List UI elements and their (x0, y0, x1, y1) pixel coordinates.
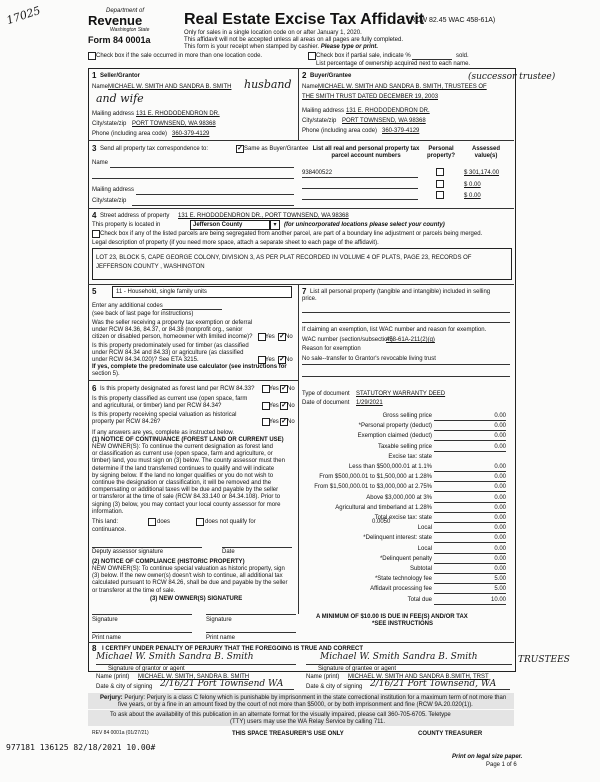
continuance-label: continuance. (92, 527, 127, 533)
s4-number: 4 (92, 211, 97, 220)
s1-name-label: Name (92, 84, 109, 90)
new-owner-sig-1: Signature (92, 617, 118, 623)
notice-line: continue the designation or classification, it will be removed and the (92, 480, 272, 486)
parcel-acct-1[interactable]: 938400522 (302, 170, 333, 176)
hand-grantor-signature: Michael W. Smith Sandra B. Smith (96, 652, 254, 662)
county-value: Jefferson County (193, 222, 243, 228)
s2-number: 2 (302, 71, 307, 80)
doc-date-label: Date of document (302, 400, 350, 406)
notice-line: calculated pursuant to RCW 84.26, shall be due and payable by the seller (92, 580, 288, 587)
s1-phone[interactable]: 360-379-4129 (172, 131, 210, 137)
legal-desc-label: Legal description of property (if you need more space, attach a separate sheet to each page of the affidavit). (92, 240, 379, 246)
tax-row-value[interactable]: 0.00 (494, 433, 506, 439)
form-number: Form 84 0001a (88, 35, 151, 45)
s4-street-label: Street address of property (100, 213, 170, 219)
hand-grantor-date: 2/16/21 Port Townsend WA (160, 679, 284, 689)
land-does-label: does (157, 519, 171, 525)
segregated-checkbox[interactable] (92, 230, 100, 238)
local-rate: 0.0050 (372, 519, 391, 525)
s2-city[interactable]: PORT TOWNSEND, WA 98368 (342, 118, 426, 124)
s2-name2[interactable]: THE SMITH TRUST DATED DECEMBER 19, 2003 (302, 94, 439, 100)
tax-row-label: *Personal property (deduct) (358, 423, 432, 429)
grantor-print-label: Name (print) (96, 674, 130, 680)
doc-type-label: Type of document (302, 391, 350, 397)
notice-line: information. (92, 508, 124, 515)
wac-number[interactable]: 458-61A-211(2)(g) (386, 337, 435, 343)
percentage-note: List percentage of ownership acquired next to each name. (316, 61, 471, 67)
s6-q1-yes-label: Yes (269, 386, 279, 392)
s1-hand-husband: husband (244, 78, 292, 91)
s5-q2a: Is this property predominately used for timber (as classified (92, 343, 249, 349)
this-land-label: This land: (92, 519, 119, 525)
tax-row-label: Excise tax: state (388, 454, 432, 460)
tax-row-label: *State technology fee (374, 576, 432, 582)
perjury-line1: Perjury: Perjury: Perjury is a class C felony which is punishable by imprisonment in the state correctional institution for a maximum term of not more than (100, 695, 507, 701)
s1-mail-label: Mailing address (92, 111, 135, 117)
s6-q3-no-label: No (287, 419, 295, 425)
s5-q2d: If yes, complete the predominate use calculator (see instructions for (92, 364, 287, 370)
tax-row-value[interactable]: 0.00 (494, 484, 506, 490)
s2-phone[interactable]: 360-379-4129 (382, 128, 420, 134)
notice-line: compensating or additional taxes will be due and payable by the seller (92, 487, 279, 494)
s6-q2-yes-label: Yes (269, 403, 279, 409)
personal-property-checkbox-3[interactable] (436, 191, 444, 199)
tax-row-label: Taxable selling price (377, 444, 432, 450)
notice-line: determine if the land transferred continues to qualify and will indicate (92, 465, 275, 472)
s1-city-label: City/state/zip (92, 121, 127, 127)
legal-description-box[interactable] (92, 248, 512, 280)
wac-label: WAC number (section/subsection) (302, 337, 393, 343)
tax-row-value[interactable]: 0.00 (494, 566, 506, 572)
s2-name-label: Name (302, 84, 319, 90)
grantee-sig-label: Signature of grantee or agent (318, 666, 397, 672)
tax-row-value[interactable]: 0.00 (494, 515, 506, 521)
accessibility-line2: (TTY) users may use the WA Relay Service by calling 711. (230, 719, 386, 725)
s5-q2c: under RCW 84.34.020)? See ETA 3215. (92, 357, 199, 363)
partial-sale-label: Check box if partial sale, indicate % (316, 53, 411, 59)
s7-label2: price. (302, 296, 317, 302)
s2-city-label: City/state/zip (302, 118, 337, 124)
header-sub3: This form is your receipt when stamped by cashier. Please type or print. (184, 44, 379, 50)
tax-row-label: Total due (407, 597, 432, 603)
notice-line: NEW OWNER(S): To continue special valuation as historic property, sign (92, 566, 285, 572)
assessed-col-header: Assessed value(s) (471, 146, 501, 159)
county-treasurer: COUNTY TREASURER (418, 731, 483, 737)
s5-q1a: Was the seller receiving a property tax exemption or deferral (92, 320, 253, 326)
notice-line: or transferor at the time of sale. (92, 587, 176, 594)
legal-desc-line2: JEFFERSON COUNTY , WASHINGTON (96, 264, 205, 270)
tax-row-value[interactable]: 0.00 (494, 423, 506, 429)
s6-q3b: property per RCW 84.26? (92, 419, 161, 425)
dor-logo (86, 8, 168, 52)
notice-line: or classification as current use (open space, farm and agriculture, or (92, 451, 273, 458)
s6-q3-no-checkbox[interactable]: ✓ (281, 418, 287, 425)
land-does-not-checkbox[interactable] (196, 518, 204, 526)
segregated-label: Check box if any of the listed parcels are being segregated from another parcel, are part of a boundary line adjustment or parcels being merged. (100, 231, 483, 237)
certify-statement: I CERTIFY UNDER PENALTY OF PERJURY THAT THE FOREGOING IS TRUE AND CORRECT (102, 646, 364, 652)
accessibility-line1: To ask about the availability of this publication in an alternate format for the visually impaired, please call 360-705-6705. Teletype (110, 712, 451, 718)
s5-q1c: citizen or disabled person, homeowner with limited income)? (92, 334, 253, 340)
s3-label: Send all property tax correspondence to: (100, 146, 209, 152)
s3-mail-label: Mailing address (92, 187, 135, 193)
tax-row-label: Local (417, 525, 432, 531)
tax-row-label: Affidavit processing fee (370, 586, 432, 592)
logo-state: Washington State (110, 27, 150, 33)
tax-row-value[interactable]: 0.00 (494, 556, 506, 562)
exemption-question: If claiming an exemption, list WAC number and reason for exemption. (302, 327, 487, 333)
personal-property-checkbox-1[interactable] (436, 168, 444, 176)
s2-phone-label: Phone (including area code) (302, 128, 378, 134)
notice-line: timber) land, you must sign on (3) below. The county assessor must then (92, 458, 285, 465)
s6-number: 6 (92, 384, 97, 393)
exemption-reason-label: Reason for exemption (302, 346, 361, 352)
tax-row-label: *Delinquent penalty (379, 556, 432, 562)
tax-row-value[interactable]: 0.00 (494, 464, 506, 470)
perjury-line2: five years, or by a fine in an amount fixed by the court of not more than $5000, or by both imprisonment and fine (RCW 9A.20.020(1)). (118, 702, 473, 708)
exemption-reason[interactable]: No sale--transfer to Grantor's revocable living trust (302, 356, 436, 362)
page-number: Page 1 of 6 (486, 762, 517, 768)
tax-row-label: Above $3,000,000 at 3% (366, 495, 432, 501)
s1-name[interactable]: MICHAEL W. SMITH AND SANDRA B. SMITH (108, 84, 232, 90)
tax-row-label: Exemption claimed (deduct) (357, 433, 432, 439)
tax-row-value[interactable]: 0.00 (494, 444, 506, 450)
s1-mail[interactable]: 131 E. RHODODENDRON DR. (136, 111, 220, 117)
notice-compliance-title: (2) NOTICE OF COMPLIANCE (HISTORIC PROPERTY) (92, 559, 245, 565)
s6-q1-no-label: No (287, 386, 295, 392)
s5-q2b: under RCW 84.34 and 84.33) or agriculture (as classified (92, 350, 244, 356)
doc-date[interactable]: 1/29/2021 (356, 400, 383, 406)
tax-row-label: From $500,000.01 to $1,500,000 at 1.28% (319, 474, 432, 480)
recording-stamp: 977181 136125 82/18/2021 10.00# (6, 743, 156, 752)
s2-hand-successor: (successor trustee) (468, 72, 556, 82)
new-owner-signature-title: (3) NEW OWNER(S) SIGNATURE (150, 596, 243, 602)
additional-codes-note: (see back of last page for instructions) (92, 311, 194, 317)
tax-row-label: Less than $500,000.01 at 1.1% (348, 464, 432, 470)
grantee-date-label: Date & city of signing (306, 684, 363, 690)
hand-grantee-signature: Michael W. Smith Sandra B. Smith (320, 652, 478, 662)
grantor-print-name[interactable]: MICHAEL W. SMITH, SANDRA B. SMITH (138, 674, 250, 680)
header-sub2: This affidavit will not be accepted unless all areas on all pages are fully completed. (184, 37, 404, 43)
rcw-ref: (RCW 82.45 WAC 458-61A) (408, 17, 496, 24)
tax-row-value[interactable]: 0.00 (494, 535, 506, 541)
assessed-value-2[interactable]: $ 0.00 (464, 182, 481, 188)
hand-trustees: TRUSTEES (518, 655, 570, 665)
logo-dept: Department of (106, 8, 145, 14)
s3-city-label: City/state/zip (92, 198, 127, 204)
s2-mail[interactable]: 131 E. RHODODENDRON DR. (346, 108, 430, 114)
s1-city[interactable]: PORT TOWNSEND, WA 98368 (132, 121, 216, 127)
legal-desc-line1: LOT 23, BLOCK 5, CAPE GEORGE COLONY, DIVISION 3, AS PER PLAT RECORDED IN VOLUME 4 OF PLATS, PAGE 23, RECORDS OF (96, 255, 472, 261)
new-owner-print-2: Print name (206, 635, 236, 641)
tax-row-value[interactable]: 0.00 (494, 413, 506, 419)
notice-line: signing (3) below, you may contact your local county assessor for more (92, 501, 281, 508)
deputy-date-label: Date (222, 549, 235, 555)
partial-sale-checkbox[interactable] (308, 52, 316, 60)
s4-location-label: This property is located in (92, 222, 161, 228)
multi-location-label: Check box if the sale occurred in more than one location code. (96, 53, 263, 59)
s8-number: 8 (92, 644, 97, 653)
s5-q1-yes-label: Yes (265, 334, 275, 340)
tax-row-value[interactable]: 0.00 (494, 525, 506, 531)
s5-q2-no-checkbox[interactable]: ✓ (279, 356, 285, 363)
tax-row-value[interactable]: 0.00 (494, 495, 506, 501)
tax-row-label: *Delinquent interest: state (363, 535, 432, 541)
notice-line: or transferor at the time of sale (RCW 84.33.140 or 84.34.108). Prior to (92, 494, 281, 501)
notice-line: NEW OWNER(S): To continue the current designation as forest land (92, 444, 273, 450)
unincorporated-note: (for unincorporated locations please select your county) (284, 222, 445, 228)
tax-row-label: Subtotal (409, 566, 432, 572)
s5-q2-yes-label: Yes (265, 357, 275, 363)
s5-q2e: section 5). (92, 371, 120, 377)
land-does-checkbox[interactable] (148, 518, 156, 526)
header-sub1: Only for sales in a single location code on or after January 1, 2020. (184, 30, 362, 36)
s1-hand-wife: and wife (96, 92, 144, 105)
logo-revenue: Revenue (88, 13, 143, 28)
hand-grantee-date: 2/16/21 Port Townsend, WA (370, 679, 497, 689)
tax-row-value[interactable]: 5.00 (494, 576, 506, 582)
legal-paper-note: Print on legal size paper. (452, 754, 523, 760)
s1-title: Seller/Grantor (100, 73, 141, 79)
doc-type[interactable]: STATUTORY WARRANTY DEED (356, 391, 446, 397)
notice-line: by signing below. If the land no longer qualifies or you do not wish to (92, 472, 274, 479)
s6-q1: Is this property designated as forest land per RCW 84.33? (100, 386, 255, 392)
tax-row-label: Local (417, 546, 432, 552)
s3-name-label: Name (92, 160, 109, 166)
form-title: Real Estate Excise Tax Affidavit (184, 11, 425, 28)
revision: REV 84 0001a (01/27/21) (92, 730, 149, 736)
s6-q2a: Is this property classified as current use (open space, farm (92, 396, 248, 402)
s6-q1-no-checkbox[interactable]: ✓ (281, 385, 287, 392)
additional-codes-label: Enter any additional codes (92, 303, 163, 309)
assessed-value-3[interactable]: $ 0.00 (464, 193, 481, 199)
personal-property-checkbox-2[interactable] (436, 180, 444, 188)
tax-row-label: Total excise tax: state (374, 515, 432, 521)
s1-number: 1 (92, 71, 97, 80)
s5-number: 5 (92, 287, 97, 296)
grantor-sig-label: Signature of grantor or agent (108, 666, 185, 672)
s6-q2-no-label: No (287, 403, 295, 409)
s6-q3a: Is this property receiving special valuation as historical (92, 412, 237, 418)
s5-q1b: under RCW 84.36, 84.37, or 84.38 (nonprofit org., senior (92, 327, 243, 333)
s6-if-yes: If any answers are yes, complete as instructed below. (92, 430, 235, 436)
grantee-print-label: Name (print) (306, 674, 340, 680)
s7-label: List all personal property (tangible and intangible) included in selling (310, 289, 491, 295)
handwritten-reference: 17025 (4, 3, 43, 28)
s6-q2-no-checkbox[interactable]: ✓ (281, 402, 287, 409)
tax-row-value[interactable]: 0.00 (494, 505, 506, 511)
s5-q1-no-checkbox[interactable]: ✓ (279, 333, 285, 340)
new-owner-sig-2: Signature (206, 617, 232, 623)
parcel-col-header: List all real and personal property tax parcel account numbers (312, 146, 420, 159)
s4-street[interactable]: 131 E. RHODODENDRON DR., PORT TOWNSEND, WA 98368 (178, 213, 349, 219)
land-use-value: 11 - Household, single family units (116, 289, 207, 295)
tax-row-value[interactable]: 10.00 (490, 597, 506, 603)
s3-number: 3 (92, 144, 97, 153)
tax-row-value[interactable]: 0.00 (494, 474, 506, 480)
minimum-due: A MINIMUM OF $10.00 IS DUE IN FEE(S) AND/OR TAX (316, 614, 468, 620)
notice-continuance-title: (1) NOTICE OF CONTINUANCE (FOREST LAND OR CURRENT USE) (92, 437, 284, 443)
personal-col-header: Personal property? (426, 146, 455, 159)
same-as-buyer-checkbox[interactable]: ✓ (237, 145, 243, 152)
tax-row-label: Gross selling price (382, 413, 432, 419)
s5-q1-no-label: No (285, 334, 293, 340)
tax-row-value[interactable]: 5.00 (494, 586, 506, 592)
tax-row-label: Agricultural and timberland at 1.28% (335, 505, 432, 511)
s1-phone-label: Phone (including area code) (92, 131, 168, 137)
same-as-buyer-label: Same as Buyer/Grantee (244, 146, 309, 152)
deputy-assessor-signature: Deputy assessor signature (92, 549, 164, 555)
new-owner-print-1: Print name (92, 635, 122, 641)
tax-row-label: From $1,500,000.01 to $3,000,000 at 2.75% (314, 484, 432, 490)
multi-location-checkbox[interactable] (88, 52, 96, 60)
s2-name[interactable]: MICHAEL W. SMITH AND SANDRA B. SMITH, TRUSTEES OF (318, 84, 487, 90)
land-use-select[interactable] (112, 286, 292, 298)
grantee-print-name[interactable]: MICHAEL W. SMITH AND SANDRA B.SMITH, TRST (348, 674, 489, 680)
grantor-date-label: Date & city of signing (96, 684, 153, 690)
county-dropdown-icon[interactable]: ▾ (270, 220, 280, 230)
s6-q3-yes-label: Yes (269, 419, 279, 425)
s2-title: Buyer/Grantee (310, 73, 352, 79)
s2-mail-label: Mailing address (302, 108, 345, 114)
county-select[interactable] (190, 220, 270, 230)
tax-row-value[interactable]: 0.00 (494, 546, 506, 552)
land-does-not-label: does not qualify for (205, 519, 256, 525)
see-instructions: *SEE INSTRUCTIONS (372, 621, 434, 627)
s5-q2-no-label: No (285, 357, 293, 363)
treasurer-use-only: THIS SPACE TREASURER'S USE ONLY (232, 731, 344, 737)
sold-label: sold. (456, 53, 469, 59)
s6-q2b: and agricultural, or timber) land per RCW 84.34? (92, 403, 222, 409)
assessed-value-1[interactable]: $ 301,174.00 (464, 170, 500, 176)
notice-line: (3) below. If the new owner(s) doesn't wish to continue, all additional tax (92, 573, 283, 580)
s7-number: 7 (302, 287, 307, 296)
